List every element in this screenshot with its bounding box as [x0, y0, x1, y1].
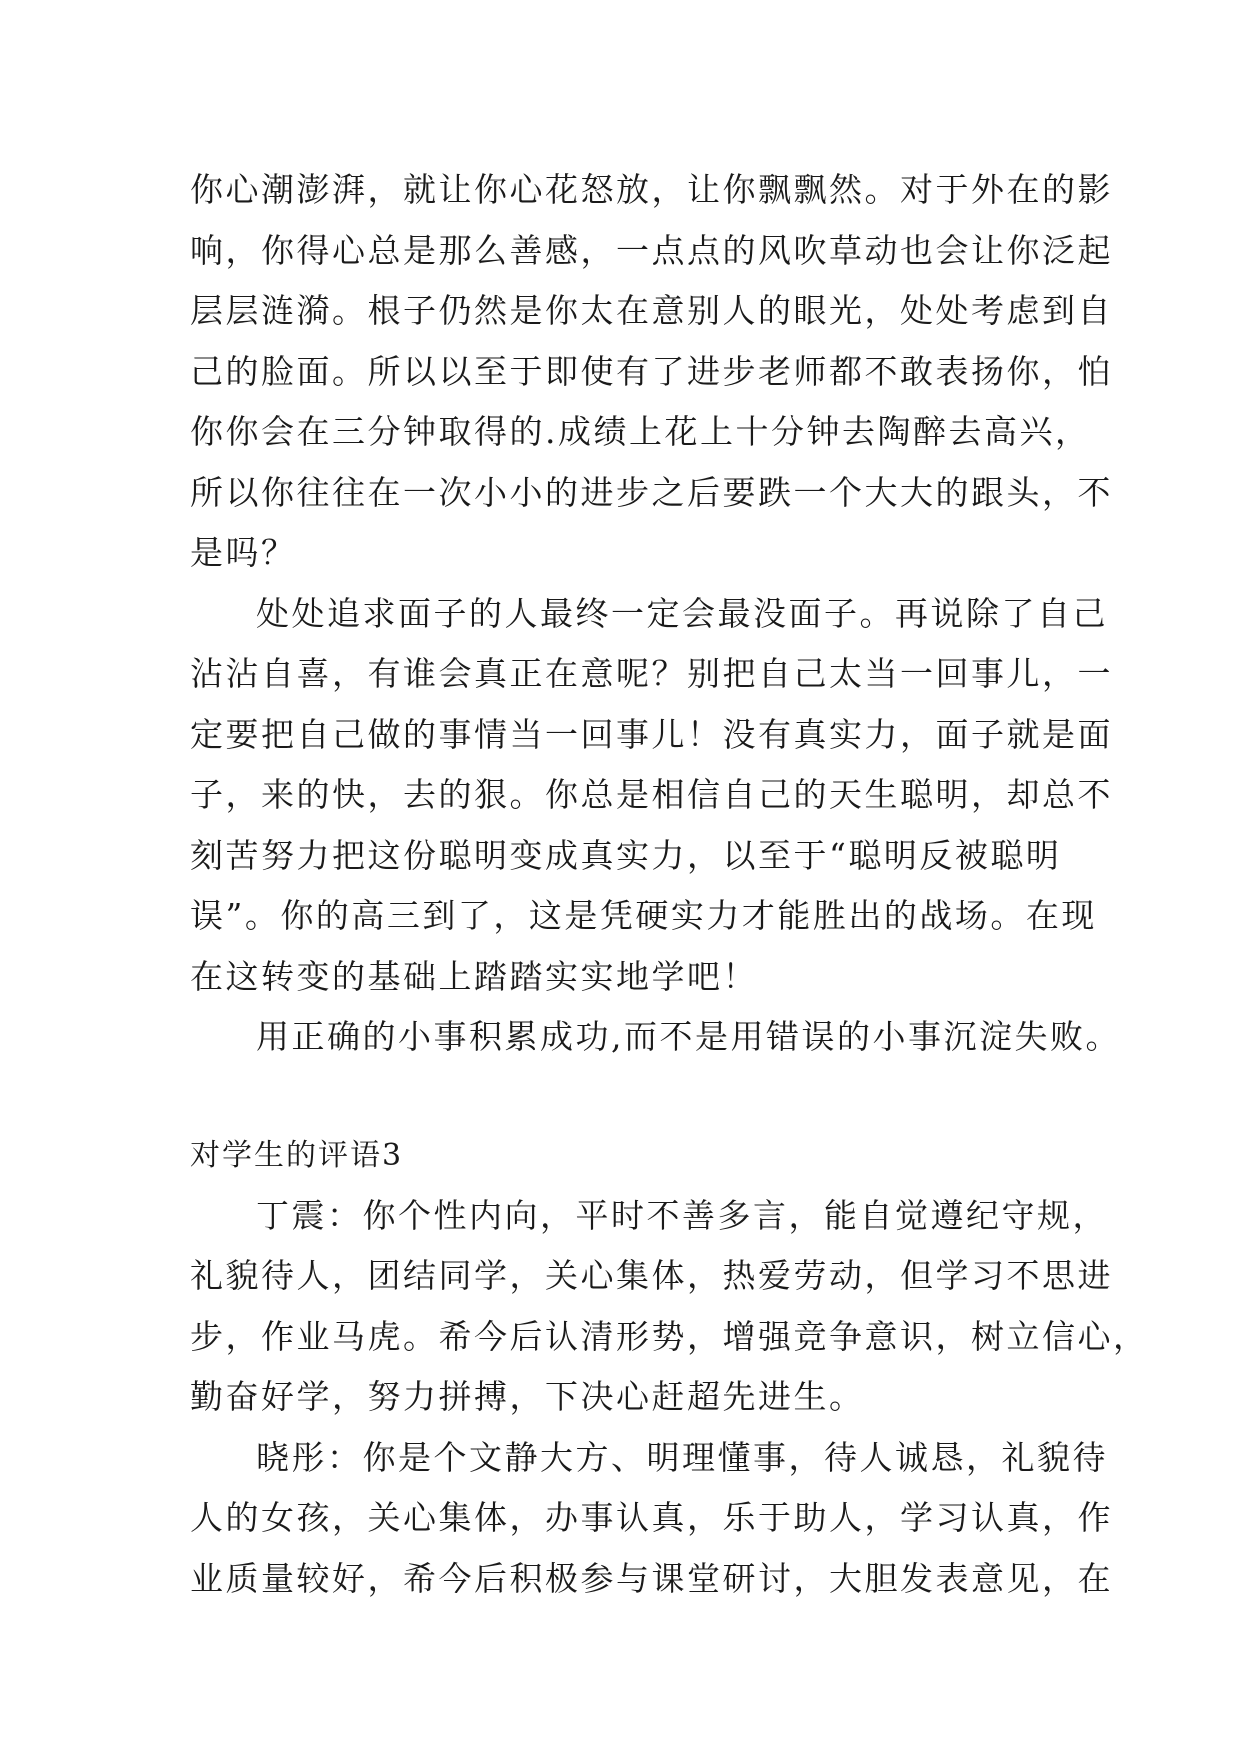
text-line: 用正确的小事积累成功,而不是用错误的小事沉淀失败。: [256, 1017, 1121, 1056]
text-line: 晓彤：你是个文静大方、明理懂事，待人诚恳，礼貌待: [256, 1437, 1108, 1477]
text-line: 定要把自己做的事情当一回事儿！没有真实力，面子就是面: [190, 714, 1113, 754]
section-title: 对学生的评语3: [190, 1137, 404, 1173]
text-line: 沾沾自喜，有谁会真正在意呢？别把自己太当一回事儿，一: [190, 654, 1113, 693]
paragraph: [190, 1007, 1121, 1068]
text-line: 丁震：你个性内向，平时不善多言，能自觉遵纪守规，: [256, 1195, 1108, 1235]
text-line: 勤奋好学，努力拼搏，下决心赶超先进生。: [190, 1377, 865, 1416]
text-line: 响，你得心总是那么善感，一点点的风吹草动也会让你泛起: [190, 230, 1113, 270]
text-line: 误”。你的高三到了，这是凭硬实力才能胜出的战场。在现: [190, 896, 1097, 935]
text-line: 刻苦努力把这份聪明变成真实力，以至于“聪明反被聪明: [190, 835, 1062, 875]
text-line: 己的脸面。所以以至于即使有了进步老师都不敢表扬你，怕: [190, 351, 1113, 391]
text-line: 礼貌待人，团结同学，关心集体，热爱劳动，但学习不思进: [190, 1256, 1113, 1295]
paragraph: [190, 160, 1113, 584]
section-spacer: [190, 1068, 1070, 1126]
text-line: 层层涟漪。根子仍然是你太在意别人的眼光，处处考虑到自: [190, 291, 1113, 330]
text-line: 处处追求面子的人最终一定会最没面子。再说除了自己: [256, 593, 1108, 633]
paragraph: [190, 584, 1113, 1008]
text-line: 步，作业马虎。希今后认清形势，增强竞争意识，树立信心，: [190, 1316, 1149, 1356]
text-line: 业质量较好，希今后积极参与课堂研讨，大胆发表意见，在: [190, 1558, 1113, 1598]
text-line: 在这转变的基础上踏踏实实地学吧！: [190, 956, 758, 996]
document-page: [190, 160, 1149, 1609]
paragraph: [190, 1428, 1113, 1610]
text-line: 所以你往往在一次小小的进步之后要跌一个大大的跟头，不: [190, 472, 1113, 512]
text-line: 是吗？: [190, 533, 297, 572]
text-line: 你你会在三分钟取得的.成绩上花上十分钟去陶醉去高兴，: [190, 412, 1091, 451]
text-line: 子，来的快，去的狠。你总是相信自己的天生聪明，却总不: [190, 775, 1113, 814]
text-line: 人的女孩，关心集体，办事认真，乐于助人，学习认真，作: [190, 1498, 1113, 1537]
text-line: 你心潮澎湃，就让你心花怒放，让你飘飘然。对于外在的影: [190, 170, 1113, 209]
paragraph: [190, 1186, 1149, 1428]
